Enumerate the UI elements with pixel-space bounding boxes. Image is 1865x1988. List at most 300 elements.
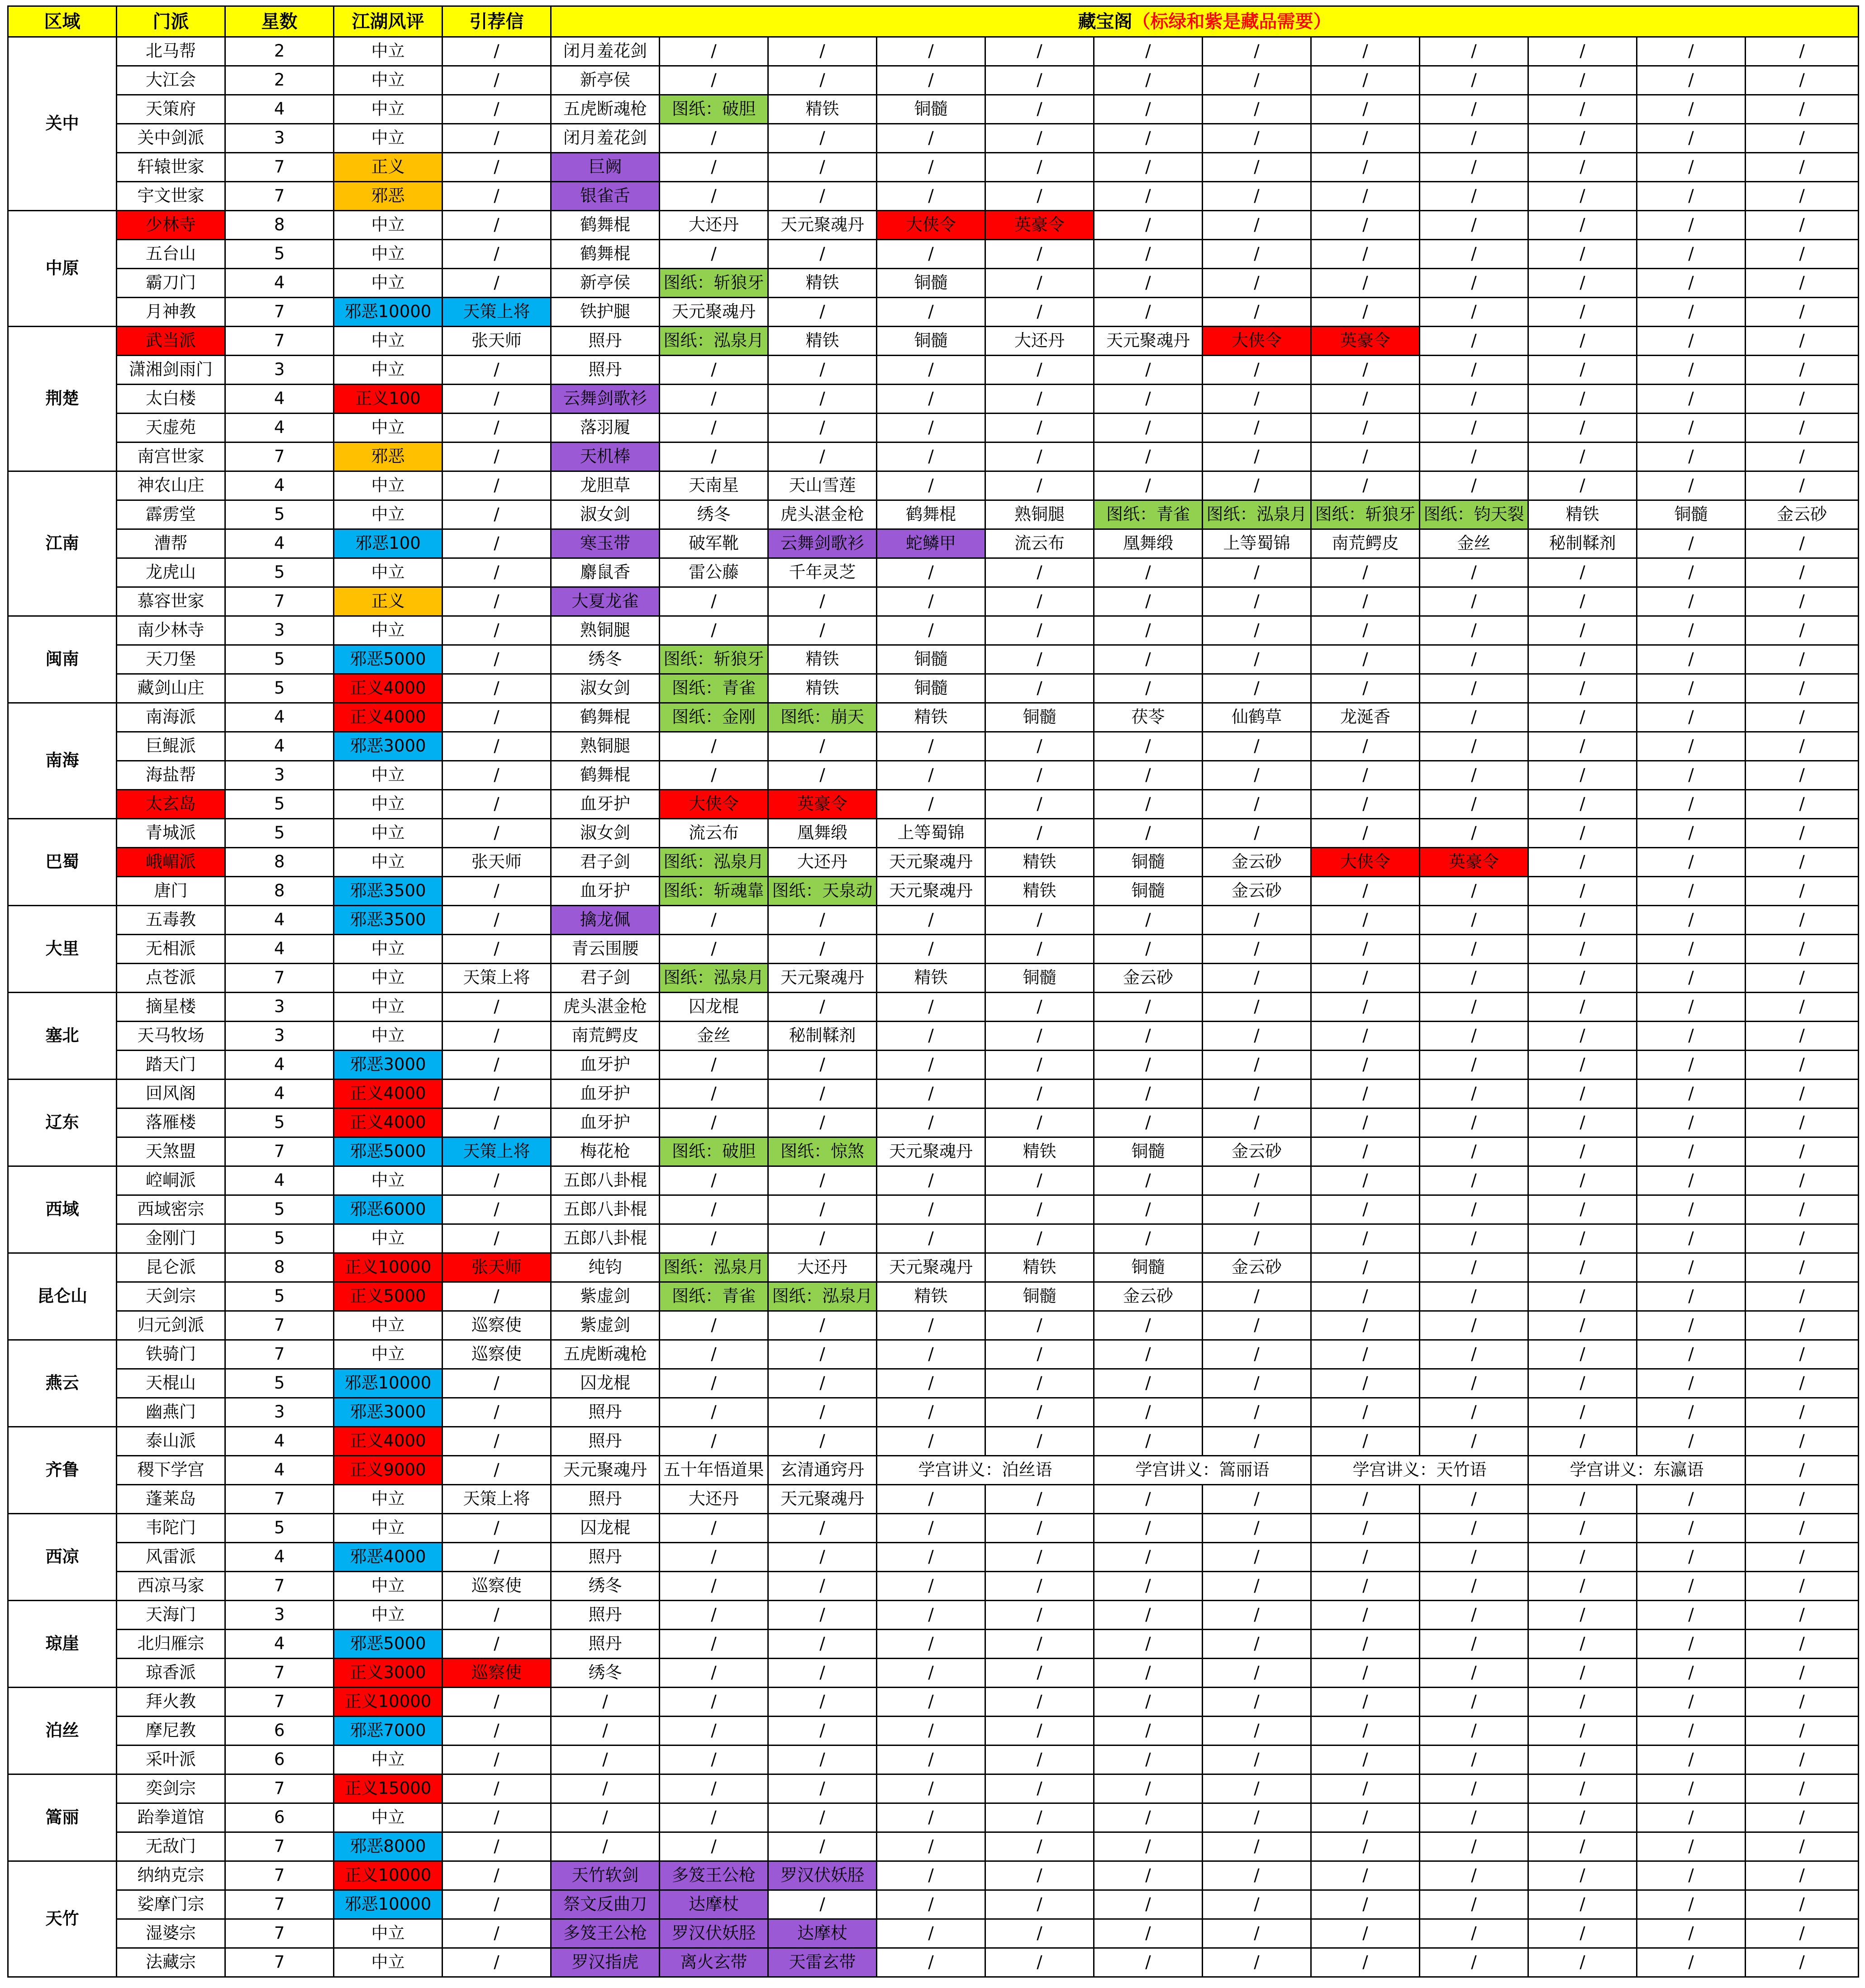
treasure-cell[interactable]: / [1203,1543,1311,1572]
treasure-cell[interactable]: / [877,124,985,153]
treasure-cell[interactable]: 学宫讲义：篙丽语 [1094,1456,1311,1485]
sect-cell[interactable]: 天海门 [117,1601,225,1630]
letter-cell[interactable]: / [442,616,551,645]
letter-cell[interactable]: / [442,529,551,558]
treasure-cell[interactable]: / [1746,1051,1859,1080]
treasure-cell[interactable]: / [1420,1108,1528,1137]
treasure-cell[interactable]: / [1311,1745,1420,1774]
treasure-cell[interactable]: / [660,1659,768,1688]
treasure-cell[interactable]: / [1311,1514,1420,1543]
treasure-cell[interactable]: / [1637,1601,1746,1630]
treasure-cell[interactable]: / [877,1572,985,1601]
treasure-cell[interactable]: / [877,1861,985,1890]
fame-cell[interactable]: 中立 [334,935,442,964]
letter-cell[interactable]: / [442,1108,551,1137]
treasure-cell[interactable]: / [1311,1717,1420,1745]
treasure-cell[interactable]: / [1746,414,1859,442]
header-stars[interactable]: 星数 [225,6,334,37]
treasure-cell[interactable]: / [768,1340,877,1369]
treasure-cell[interactable]: / [1094,442,1203,471]
region-cell[interactable]: 西域 [8,1166,117,1253]
fame-cell[interactable]: 中立 [334,616,442,645]
treasure-cell[interactable]: / [877,935,985,964]
treasure-cell[interactable]: 天南星 [660,471,768,500]
fame-cell[interactable]: 中立 [334,1166,442,1195]
treasure-cell[interactable]: / [1203,1948,1311,1977]
treasure-cell[interactable]: / [1311,1166,1420,1195]
treasure-cell[interactable]: / [1746,240,1859,269]
treasure-cell[interactable]: / [1637,790,1746,819]
sect-cell[interactable]: 蓬莱岛 [117,1485,225,1514]
treasure-cell[interactable]: / [1746,877,1859,906]
treasure-cell[interactable]: / [1203,587,1311,616]
treasure-cell[interactable]: / [1746,356,1859,385]
stars-cell[interactable]: 7 [225,1485,334,1514]
fame-cell[interactable]: 正义4000 [334,674,442,703]
treasure-cell[interactable]: 大夏龙雀 [551,587,660,616]
sect-cell[interactable]: 天策府 [117,95,225,124]
sect-cell[interactable]: 霸刀门 [117,269,225,298]
treasure-cell[interactable]: / [1203,385,1311,414]
treasure-cell[interactable]: / [1203,819,1311,848]
treasure-cell[interactable]: 精铁 [768,674,877,703]
treasure-cell[interactable]: 精铁 [985,1253,1094,1282]
treasure-cell[interactable]: / [1311,414,1420,442]
treasure-cell[interactable]: / [768,732,877,761]
sect-cell[interactable]: 武当派 [117,327,225,356]
sect-cell[interactable]: 天剑宗 [117,1282,225,1311]
treasure-cell[interactable]: / [1203,1080,1311,1108]
treasure-cell[interactable]: 鹤舞棍 [551,211,660,240]
treasure-cell[interactable]: / [985,356,1094,385]
treasure-cell[interactable]: / [1203,1166,1311,1195]
treasure-cell[interactable]: / [1203,442,1311,471]
treasure-cell[interactable]: / [985,1890,1094,1919]
sect-cell[interactable]: 昆仑派 [117,1253,225,1282]
treasure-cell[interactable]: / [1094,1369,1203,1398]
treasure-cell[interactable]: / [1203,558,1311,587]
treasure-cell[interactable]: / [1094,1659,1203,1688]
treasure-cell[interactable]: / [1094,1195,1203,1224]
fame-cell[interactable]: 邪恶10000 [334,1890,442,1919]
treasure-cell[interactable]: 天元聚魂丹 [768,964,877,993]
treasure-cell[interactable]: / [985,95,1094,124]
treasure-cell[interactable]: / [1746,1369,1859,1398]
treasure-cell[interactable]: / [1420,1745,1528,1774]
stars-cell[interactable]: 5 [225,1224,334,1253]
treasure-cell[interactable]: / [1203,1745,1311,1774]
treasure-cell[interactable]: 图纸：破胆 [660,1137,768,1166]
stars-cell[interactable]: 5 [225,645,334,674]
sect-cell[interactable]: 摘星楼 [117,993,225,1022]
treasure-cell[interactable]: 鹤舞棍 [551,703,660,732]
treasure-cell[interactable]: / [768,1601,877,1630]
sect-cell[interactable]: 轩辕世家 [117,153,225,182]
treasure-cell[interactable]: / [1311,1803,1420,1832]
letter-cell[interactable]: 巡察使 [442,1311,551,1340]
letter-cell[interactable]: / [442,1224,551,1253]
treasure-cell[interactable]: / [1311,819,1420,848]
treasure-cell[interactable]: 绣冬 [551,1572,660,1601]
treasure-cell[interactable]: / [1746,471,1859,500]
stars-cell[interactable]: 7 [225,1861,334,1890]
stars-cell[interactable]: 3 [225,761,334,790]
treasure-cell[interactable]: / [768,1166,877,1195]
treasure-cell[interactable]: 图纸：泓泉月 [660,964,768,993]
treasure-cell[interactable]: / [1094,732,1203,761]
treasure-cell[interactable]: / [1420,1861,1528,1890]
treasure-cell[interactable]: / [1528,645,1637,674]
sect-cell[interactable]: 跆拳道馆 [117,1803,225,1832]
region-cell[interactable]: 大里 [8,906,117,993]
treasure-cell[interactable]: / [1637,1282,1746,1311]
stars-cell[interactable]: 6 [225,1803,334,1832]
treasure-cell[interactable]: 照丹 [551,1485,660,1514]
treasure-cell[interactable]: 凰舞缎 [1094,529,1203,558]
treasure-cell[interactable]: 达摩杖 [660,1890,768,1919]
treasure-cell[interactable]: 云舞剑歌衫 [768,529,877,558]
region-cell[interactable]: 琼崖 [8,1601,117,1688]
sect-cell[interactable]: 无相派 [117,935,225,964]
treasure-cell[interactable]: / [1528,442,1637,471]
treasure-cell[interactable]: / [1637,1745,1746,1774]
treasure-cell[interactable]: / [1528,1022,1637,1051]
sect-cell[interactable]: 天马牧场 [117,1022,225,1051]
treasure-cell[interactable]: / [1420,761,1528,790]
treasure-cell[interactable]: 祭文反曲刀 [551,1890,660,1919]
treasure-cell[interactable]: / [1094,790,1203,819]
sect-cell[interactable]: 五台山 [117,240,225,269]
fame-cell[interactable]: 正义100 [334,385,442,414]
letter-cell[interactable]: / [442,385,551,414]
letter-cell[interactable]: / [442,1051,551,1080]
sect-cell[interactable]: 金刚门 [117,1224,225,1253]
treasure-cell[interactable]: 精铁 [768,327,877,356]
treasure-cell[interactable]: / [1528,848,1637,877]
sect-cell[interactable]: 太玄岛 [117,790,225,819]
treasure-cell[interactable]: / [660,1630,768,1659]
treasure-cell[interactable]: / [1528,385,1637,414]
treasure-cell[interactable]: 图纸：泓泉月 [660,1253,768,1282]
treasure-cell[interactable]: / [1203,1485,1311,1514]
treasure-cell[interactable]: / [1311,124,1420,153]
stars-cell[interactable]: 4 [225,732,334,761]
sect-cell[interactable]: 法藏宗 [117,1948,225,1977]
treasure-cell[interactable]: / [1637,327,1746,356]
treasure-cell[interactable]: / [660,442,768,471]
stars-cell[interactable]: 5 [225,500,334,529]
treasure-cell[interactable]: / [877,1948,985,1977]
treasure-cell[interactable]: / [985,732,1094,761]
treasure-cell[interactable]: 照丹 [551,327,660,356]
letter-cell[interactable]: / [442,1630,551,1659]
treasure-cell[interactable]: 铁护腿 [551,298,660,327]
treasure-cell[interactable]: / [1528,269,1637,298]
treasure-cell[interactable]: / [877,1166,985,1195]
treasure-cell[interactable]: / [1746,964,1859,993]
stars-cell[interactable]: 7 [225,587,334,616]
fame-cell[interactable]: 中立 [334,211,442,240]
treasure-cell[interactable]: / [1420,385,1528,414]
treasure-cell[interactable]: 闭月羞花剑 [551,124,660,153]
treasure-cell[interactable]: / [1203,1514,1311,1543]
treasure-cell[interactable]: / [1528,211,1637,240]
treasure-cell[interactable]: / [1637,529,1746,558]
treasure-cell[interactable]: / [1528,674,1637,703]
treasure-cell[interactable]: 金云砂 [1203,1137,1311,1166]
treasure-cell[interactable]: / [985,935,1094,964]
fame-cell[interactable]: 正义 [334,153,442,182]
region-cell[interactable]: 西凉 [8,1514,117,1601]
treasure-cell[interactable]: 精铁 [1528,500,1637,529]
letter-cell[interactable]: 天策上将 [442,298,551,327]
treasure-cell[interactable]: / [1311,645,1420,674]
treasure-cell[interactable]: / [768,761,877,790]
stars-cell[interactable]: 4 [225,935,334,964]
treasure-cell[interactable]: / [1420,1485,1528,1514]
treasure-cell[interactable]: 学宫讲义：东瀛语 [1528,1456,1746,1485]
treasure-cell[interactable]: 天元聚魂丹 [877,877,985,906]
treasure-cell[interactable]: / [877,1340,985,1369]
treasure-cell[interactable]: 血牙护 [551,1080,660,1108]
treasure-cell[interactable]: / [1203,1832,1311,1861]
region-cell[interactable]: 昆仑山 [8,1253,117,1340]
treasure-cell[interactable]: / [985,587,1094,616]
treasure-cell[interactable]: / [1420,66,1528,95]
treasure-cell[interactable]: / [1637,1688,1746,1717]
treasure-cell[interactable]: / [1528,1543,1637,1572]
treasure-cell[interactable]: 雷公藤 [660,558,768,587]
treasure-cell[interactable]: 天元聚魂丹 [768,211,877,240]
treasure-cell[interactable]: / [1203,1108,1311,1137]
treasure-cell[interactable]: / [1637,240,1746,269]
fame-cell[interactable]: 中立 [334,269,442,298]
letter-cell[interactable]: / [442,1688,551,1717]
treasure-cell[interactable]: / [1203,240,1311,269]
treasure-cell[interactable]: / [1203,1717,1311,1745]
treasure-cell[interactable]: / [768,442,877,471]
treasure-cell[interactable]: / [1311,1224,1420,1253]
treasure-cell[interactable]: / [1420,269,1528,298]
treasure-cell[interactable]: / [1094,1630,1203,1659]
region-cell[interactable]: 巴蜀 [8,819,117,906]
letter-cell[interactable]: / [442,1601,551,1630]
treasure-cell[interactable]: / [1094,1427,1203,1456]
treasure-cell[interactable]: / [1420,1195,1528,1224]
treasure-cell[interactable]: / [1094,471,1203,500]
treasure-cell[interactable]: 五郎八卦棍 [551,1224,660,1253]
sect-cell[interactable]: 奕剑宗 [117,1774,225,1803]
treasure-cell[interactable]: / [1311,1051,1420,1080]
fame-cell[interactable]: 正义 [334,587,442,616]
sect-cell[interactable]: 南海派 [117,703,225,732]
treasure-cell[interactable]: / [1528,1803,1637,1832]
treasure-cell[interactable]: / [1420,964,1528,993]
treasure-cell[interactable]: / [877,1080,985,1108]
letter-cell[interactable]: 巡察使 [442,1340,551,1369]
treasure-cell[interactable]: / [768,1311,877,1340]
treasure-cell[interactable]: 罗汉伏妖胫 [768,1861,877,1890]
treasure-cell[interactable]: / [1637,819,1746,848]
treasure-cell[interactable]: / [985,1369,1094,1398]
treasure-cell[interactable]: / [660,1688,768,1717]
treasure-cell[interactable]: / [985,298,1094,327]
stars-cell[interactable]: 4 [225,529,334,558]
stars-cell[interactable]: 7 [225,153,334,182]
treasure-cell[interactable]: 绣冬 [551,645,660,674]
treasure-cell[interactable]: / [1203,1630,1311,1659]
treasure-cell[interactable]: 铜髓 [1094,848,1203,877]
treasure-cell[interactable]: / [1637,95,1746,124]
treasure-cell[interactable]: / [660,124,768,153]
treasure-cell[interactable]: 图纸：泓泉月 [660,327,768,356]
treasure-cell[interactable]: / [1637,587,1746,616]
treasure-cell[interactable]: / [1420,1224,1528,1253]
letter-cell[interactable]: / [442,1717,551,1745]
treasure-cell[interactable]: / [1746,1659,1859,1688]
sect-cell[interactable]: 西凉马家 [117,1572,225,1601]
treasure-cell[interactable]: / [660,153,768,182]
sect-cell[interactable]: 峨嵋派 [117,848,225,877]
treasure-cell[interactable]: / [768,1195,877,1224]
treasure-cell[interactable]: / [1203,1051,1311,1080]
treasure-cell[interactable]: / [1528,1427,1637,1456]
treasure-cell[interactable]: / [1528,153,1637,182]
treasure-cell[interactable]: / [1094,935,1203,964]
treasure-cell[interactable]: 囚龙棍 [551,1514,660,1543]
treasure-cell[interactable]: / [1203,269,1311,298]
stars-cell[interactable]: 7 [225,1890,334,1919]
treasure-cell[interactable]: / [1746,66,1859,95]
treasure-cell[interactable]: / [1203,732,1311,761]
stars-cell[interactable]: 7 [225,964,334,993]
treasure-cell[interactable]: / [1311,587,1420,616]
letter-cell[interactable]: / [442,1832,551,1861]
region-cell[interactable]: 中原 [8,211,117,327]
treasure-cell[interactable]: / [877,993,985,1022]
treasure-cell[interactable]: 仙鹤草 [1203,703,1311,732]
treasure-cell[interactable]: / [1746,1630,1859,1659]
treasure-cell[interactable]: 流云布 [985,529,1094,558]
treasure-cell[interactable]: / [660,66,768,95]
treasure-cell[interactable]: / [1311,1282,1420,1311]
treasure-cell[interactable]: / [1420,1890,1528,1919]
fame-cell[interactable]: 中立 [334,1514,442,1543]
treasure-cell[interactable]: / [877,471,985,500]
sect-cell[interactable]: 宇文世家 [117,182,225,211]
header-treasure[interactable] [551,6,1859,37]
treasure-cell[interactable]: / [1203,1803,1311,1832]
treasure-cell[interactable]: / [660,1340,768,1369]
treasure-cell[interactable]: 英豪令 [768,790,877,819]
fame-cell[interactable]: 中立 [334,761,442,790]
treasure-cell[interactable]: / [877,1688,985,1717]
fame-cell[interactable]: 中立 [334,124,442,153]
treasure-cell[interactable]: 鹤舞棍 [877,500,985,529]
treasure-cell[interactable]: / [768,1572,877,1601]
treasure-cell[interactable]: / [1746,1774,1859,1803]
treasure-cell[interactable]: / [1746,1717,1859,1745]
treasure-cell[interactable]: / [1094,298,1203,327]
treasure-cell[interactable]: / [1311,1688,1420,1717]
treasure-cell[interactable]: / [1420,645,1528,674]
treasure-cell[interactable]: / [1637,1080,1746,1108]
treasure-cell[interactable]: / [1528,616,1637,645]
treasure-cell[interactable]: 金云砂 [1094,1282,1203,1311]
treasure-cell[interactable]: / [1420,1803,1528,1832]
treasure-cell[interactable]: / [985,993,1094,1022]
treasure-cell[interactable]: / [1746,1398,1859,1427]
stars-cell[interactable]: 8 [225,848,334,877]
treasure-cell[interactable]: 淑女剑 [551,819,660,848]
treasure-cell[interactable]: / [1203,964,1311,993]
sect-cell[interactable]: 幽燕门 [117,1398,225,1427]
treasure-cell[interactable]: / [768,1630,877,1659]
treasure-cell[interactable]: / [1637,935,1746,964]
treasure-cell[interactable]: / [1420,1659,1528,1688]
letter-cell[interactable]: / [442,1774,551,1803]
treasure-cell[interactable]: / [1746,645,1859,674]
treasure-cell[interactable]: 五郎八卦棍 [551,1195,660,1224]
treasure-cell[interactable]: 图纸：惊煞 [768,1137,877,1166]
treasure-cell[interactable]: / [1311,1080,1420,1108]
treasure-cell[interactable]: / [877,616,985,645]
treasure-cell[interactable]: / [1637,1774,1746,1803]
fame-cell[interactable]: 正义10000 [334,1688,442,1717]
stars-cell[interactable]: 4 [225,385,334,414]
fame-cell[interactable]: 邪恶3500 [334,877,442,906]
treasure-cell[interactable]: / [660,356,768,385]
sect-cell[interactable]: 巨鲲派 [117,732,225,761]
stars-cell[interactable]: 7 [225,1659,334,1688]
treasure-cell[interactable]: / [1637,1832,1746,1861]
stars-cell[interactable]: 3 [225,1022,334,1051]
treasure-cell[interactable]: / [768,153,877,182]
treasure-cell[interactable]: / [1746,1601,1859,1630]
sect-cell[interactable]: 海盐帮 [117,761,225,790]
letter-cell[interactable]: / [442,1803,551,1832]
stars-cell[interactable]: 5 [225,790,334,819]
treasure-cell[interactable]: / [551,1717,660,1745]
treasure-cell[interactable]: / [1420,182,1528,211]
treasure-cell[interactable]: / [1311,1948,1420,1977]
treasure-cell[interactable]: / [1637,906,1746,935]
treasure-cell[interactable]: / [1094,1861,1203,1890]
treasure-cell[interactable]: 蛇鳞甲 [877,529,985,558]
stars-cell[interactable]: 4 [225,1630,334,1659]
treasure-cell[interactable]: / [1094,1803,1203,1832]
stars-cell[interactable]: 4 [225,1080,334,1108]
sect-cell[interactable]: 太白楼 [117,385,225,414]
treasure-cell[interactable]: 上等蜀锦 [1203,529,1311,558]
treasure-cell[interactable]: 铜髓 [985,964,1094,993]
treasure-cell[interactable]: / [985,1717,1094,1745]
treasure-cell[interactable]: 罗汉伏妖胫 [660,1919,768,1948]
treasure-cell[interactable]: / [1637,1485,1746,1514]
treasure-cell[interactable]: 铜髓 [877,674,985,703]
treasure-cell[interactable]: / [877,1514,985,1543]
treasure-cell[interactable]: / [660,1717,768,1745]
fame-cell[interactable]: 邪恶 [334,442,442,471]
treasure-cell[interactable]: / [1746,1166,1859,1195]
letter-cell[interactable]: 巡察使 [442,1572,551,1601]
region-cell[interactable]: 齐鲁 [8,1427,117,1514]
treasure-cell[interactable]: / [1637,1659,1746,1688]
treasure-cell[interactable]: / [1420,124,1528,153]
treasure-cell[interactable]: / [551,1745,660,1774]
treasure-cell[interactable]: / [1637,153,1746,182]
treasure-cell[interactable]: / [1746,993,1859,1022]
